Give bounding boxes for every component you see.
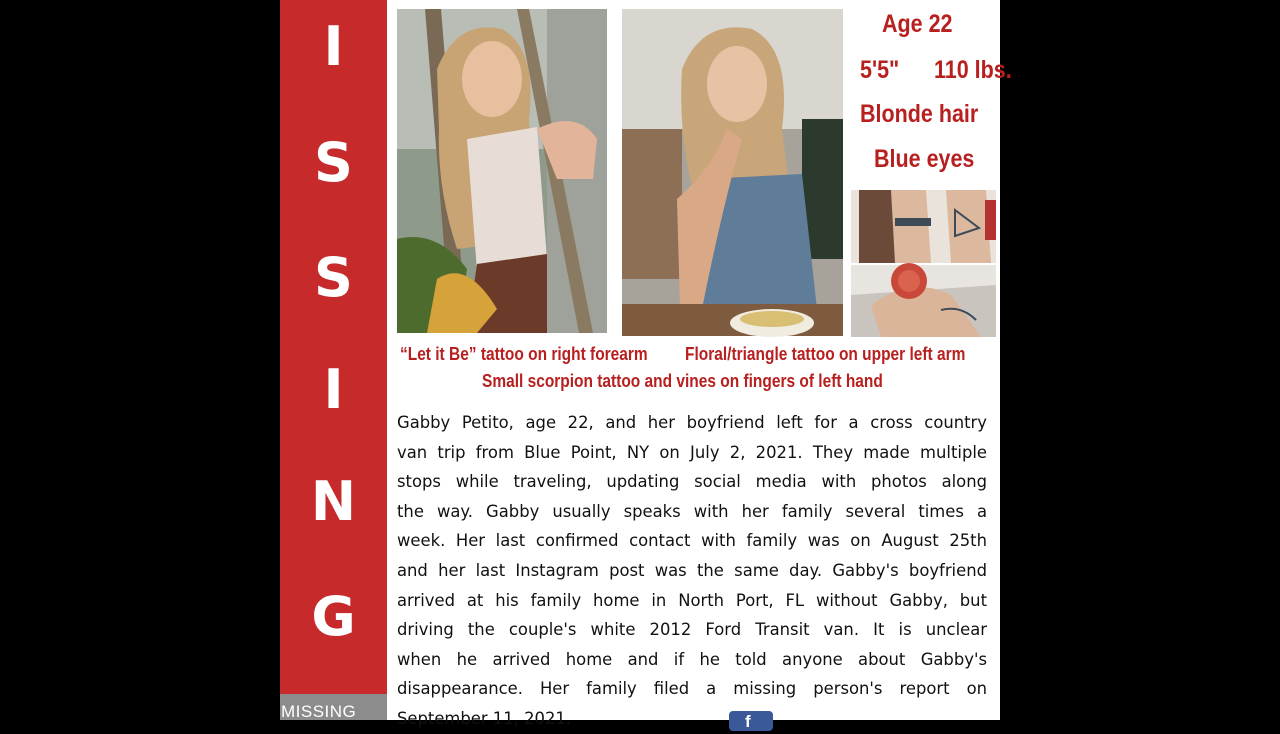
photo-tattoo-arm bbox=[851, 190, 996, 263]
photo-outdoor bbox=[397, 9, 607, 333]
sidebar-letter: G bbox=[311, 585, 356, 648]
hair-stat: Blonde hair bbox=[860, 100, 979, 128]
sidebar-letter: I bbox=[323, 358, 344, 421]
weight-stat: 110 lbs. bbox=[934, 56, 1012, 84]
caption-arm-tattoo: Floral/triangle tattoo on upper left arm bbox=[685, 344, 966, 364]
missing-sidebar bbox=[280, 0, 387, 694]
missing-label-strip bbox=[280, 694, 387, 720]
paragraph-line: driving the couple's white 2012 Ford Transit van. It is unclear bbox=[397, 620, 987, 640]
paragraph-line: and her last Instagram post was the same day. Gabby's boyfriend bbox=[397, 560, 987, 580]
height-stat: 5'5" bbox=[860, 56, 900, 84]
paragraph-line: when he arrived home and if he told anyone about Gabby's bbox=[397, 649, 987, 669]
photo-tattoo-hand bbox=[851, 265, 996, 337]
caption-finger-tattoo: Small scorpion tattoo and vines on fingers of left hand bbox=[482, 371, 883, 391]
paragraph-line: stops while traveling, updating social media with photos along bbox=[397, 472, 987, 492]
caption-forearm-tattoo: “Let it Be” tattoo on right forearm bbox=[400, 344, 648, 364]
photo-cafe bbox=[622, 9, 843, 336]
paragraph-line: disappearance. Her family filed a missing person's report on bbox=[397, 679, 987, 699]
paragraph-line: the way. Gabby usually speaks with her family several times a bbox=[397, 501, 987, 521]
paragraph-line: week. Her last confirmed contact with family was on August 25th bbox=[397, 531, 987, 551]
eyes-stat: Blue eyes bbox=[874, 145, 975, 173]
facebook-icon[interactable]: f bbox=[729, 711, 773, 731]
paragraph-line: arrived at his family home in North Port, FL without Gabby, but bbox=[397, 590, 987, 610]
sidebar-letter: I bbox=[323, 15, 344, 78]
paragraph-line: van trip from Blue Point, NY on July 2, 2021. They made multiple bbox=[397, 442, 987, 462]
sidebar-letter: N bbox=[310, 470, 357, 533]
paragraph-line: Gabby Petito, age 22, and her boyfriend left for a cross country bbox=[397, 413, 987, 432]
description-paragraph bbox=[397, 408, 987, 734]
sidebar-letter: S bbox=[314, 131, 353, 194]
sidebar-letter: S bbox=[314, 246, 353, 309]
age-stat: Age 22 bbox=[882, 10, 953, 38]
missing-poster bbox=[280, 0, 1012, 731]
missing-label: MISSING bbox=[281, 702, 357, 721]
paragraph-line: September 11, 2021. bbox=[397, 708, 572, 728]
